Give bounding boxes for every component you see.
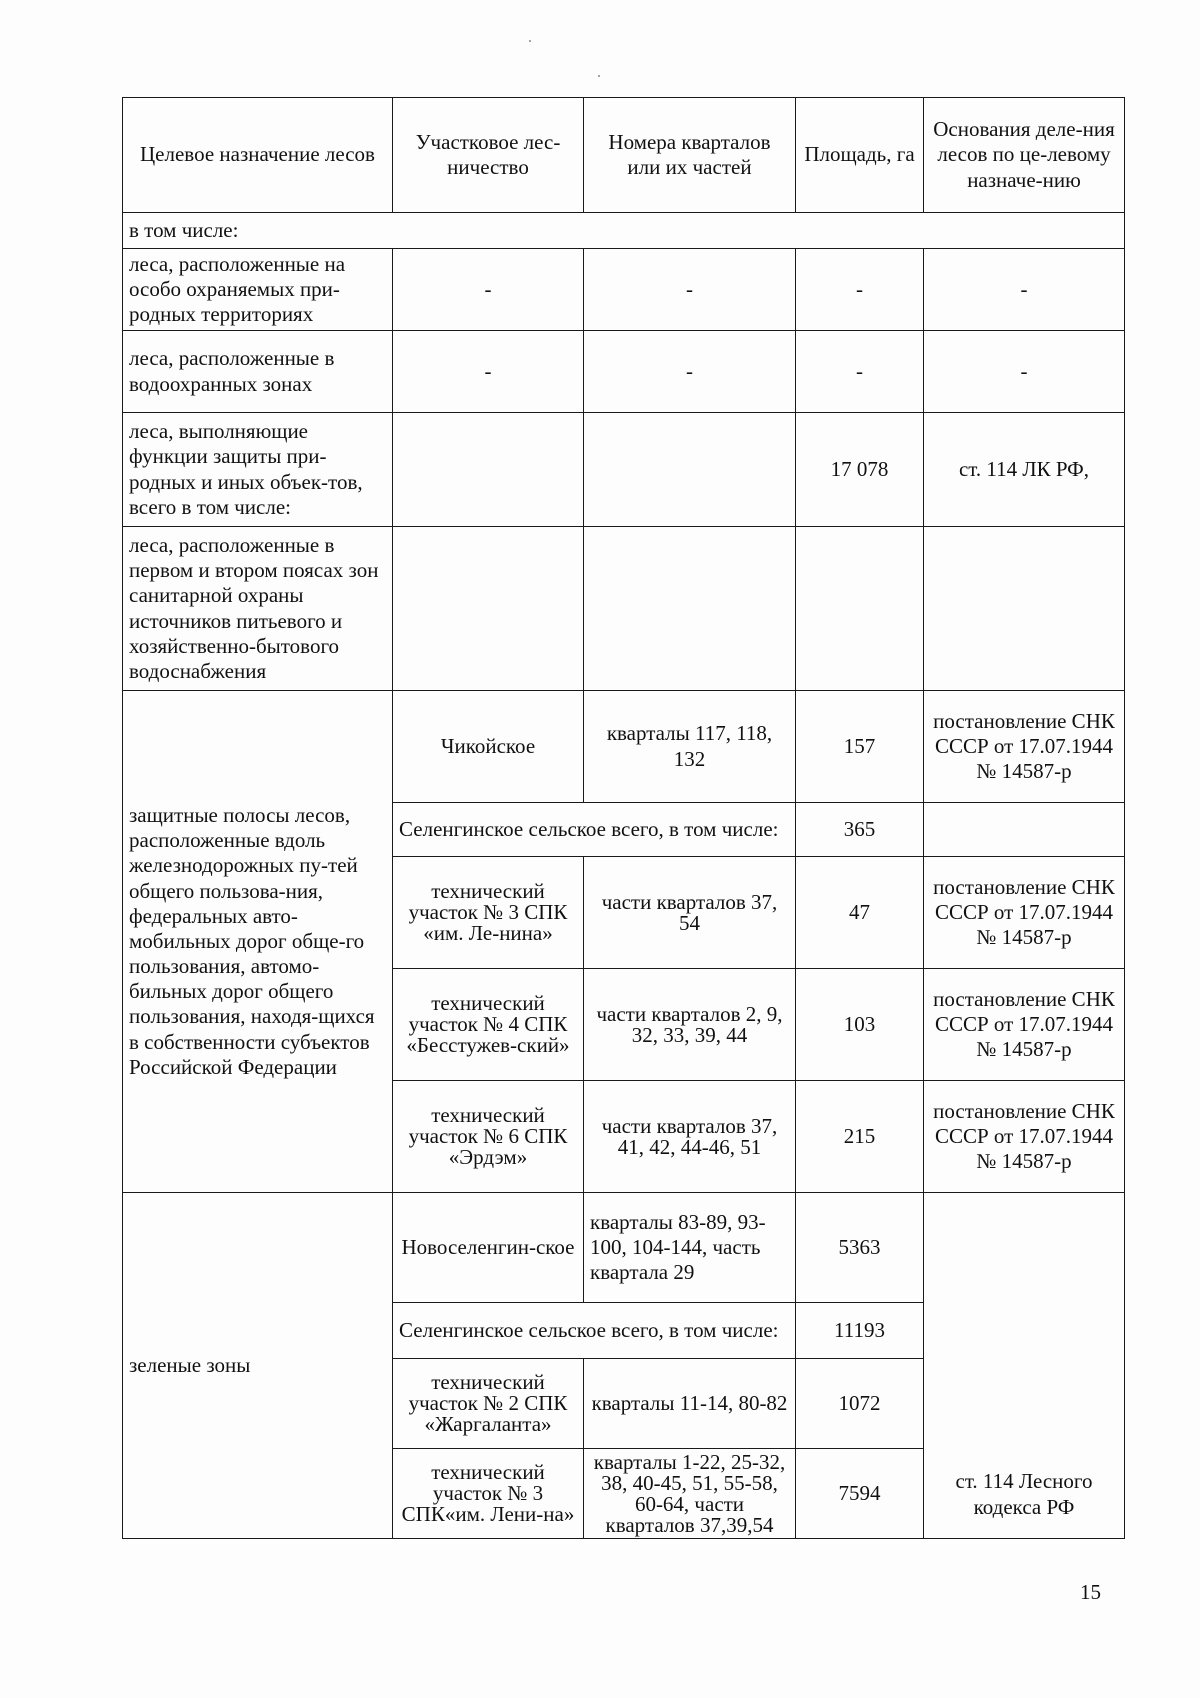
scan-speck xyxy=(598,75,600,77)
protect-area: 17 078 xyxy=(796,413,924,527)
protect-forestry xyxy=(393,413,584,527)
table-row xyxy=(123,413,1125,527)
belts-tu6-forestry: технический участок № 6 СПК «Эрдэм» xyxy=(393,1081,584,1193)
belts-tu3-area: 47 xyxy=(796,857,924,969)
sanitary-label: леса, расположенные в первом и втором поясах зон санитарной охраны источников питьевого и хозяйственно-бытового водоснабжения xyxy=(123,527,393,691)
belts-selenga-total-basis xyxy=(924,803,1125,857)
protect-quarters xyxy=(584,413,796,527)
header-area: Площадь, га xyxy=(796,98,924,213)
water-basis: - xyxy=(924,331,1125,413)
sanitary-quarters xyxy=(584,527,796,691)
green-novo-forestry: Новоселенгин-ское xyxy=(393,1193,584,1303)
belts-tu3-forestry: технический участок № 3 СПК «им. Ле-нина» xyxy=(393,857,584,969)
green-tu2-area: 1072 xyxy=(796,1359,924,1449)
sanitary-area xyxy=(796,527,924,691)
green-tu2-forestry: технический участок № 2 СПК «Жаргаланта» xyxy=(393,1359,584,1449)
forest-purpose-table xyxy=(122,97,1125,1539)
belts-label: защитные полосы лесов, расположенные вдоль железнодорожных пу-тей общего пользова-ния, федеральных авто-мобильных дорог обще-го пользования, автомо-бильных дорог общего пользования, находя-щихся в собственности субъектов Российской Федерации xyxy=(123,691,393,1193)
belts-tu4-forestry: технический участок № 4 СПК «Бесстужев-ский» xyxy=(393,969,584,1081)
protect-label: леса, выполняющие функции защиты при-родных и иных объек-тов, всего в том числе: xyxy=(123,413,393,527)
sanitary-basis xyxy=(924,527,1125,691)
green-selenga-total-label: Селенгинское сельское всего, в том числе: xyxy=(393,1303,796,1359)
table-row xyxy=(123,1193,1125,1303)
belts-tu4-area: 103 xyxy=(796,969,924,1081)
oopt-area: - xyxy=(796,249,924,331)
table-row xyxy=(123,691,1125,803)
green-novo-area: 5363 xyxy=(796,1193,924,1303)
belts-tu4-basis: постановление СНК СССР от 17.07.1944 № 14587-р xyxy=(924,969,1125,1081)
table-row xyxy=(123,331,1125,413)
oopt-basis: - xyxy=(924,249,1125,331)
sanitary-forestry xyxy=(393,527,584,691)
oopt-forestry: - xyxy=(393,249,584,331)
water-label: леса, расположенные в водоохранных зонах xyxy=(123,331,393,413)
oopt-label: леса, расположенные на особо охраняемых при-родных территориях xyxy=(123,249,393,331)
table-row xyxy=(123,527,1125,691)
belts-tu3-quarters: части кварталов 37, 54 xyxy=(584,857,796,969)
header-forestry: Участковое лес-ничество xyxy=(393,98,584,213)
chikoy-basis: постановление СНК СССР от 17.07.1944 № 14587-р xyxy=(924,691,1125,803)
page-number: 15 xyxy=(1080,1580,1101,1604)
protect-basis: ст. 114 ЛК РФ, xyxy=(924,413,1125,527)
green-tu3-area: 7594 xyxy=(796,1449,924,1539)
header-purpose: Целевое назначение лесов xyxy=(123,98,393,213)
belts-tu6-quarters: части кварталов 37, 41, 42, 44-46, 51 xyxy=(584,1081,796,1193)
chikoy-quarters: кварталы 117, 118, 132 xyxy=(584,691,796,803)
belts-tu4-quarters: части кварталов 2, 9, 32, 33, 39, 44 xyxy=(584,969,796,1081)
including-label: в том числе: xyxy=(123,213,1125,249)
chikoy-area: 157 xyxy=(796,691,924,803)
header-quarters: Номера кварталов или их частей xyxy=(584,98,796,213)
table-header-row xyxy=(123,98,1125,213)
green-tu2-quarters: кварталы 11-14, 80-82 xyxy=(584,1359,796,1449)
belts-tu6-basis: постановление СНК СССР от 17.07.1944 № 14587-р xyxy=(924,1081,1125,1193)
header-basis: Основания деле-ния лесов по це-левому назначе-нию xyxy=(924,98,1125,213)
belts-selenga-total-area: 365 xyxy=(796,803,924,857)
green-tu3-quarters: кварталы 1-22, 25-32, 38, 40-45, 51, 55-58, 60-64, части кварталов 37,39,54 xyxy=(584,1449,796,1539)
water-quarters: - xyxy=(584,331,796,413)
green-tu3-forestry: технический участок № 3 СПК«им. Лени-на» xyxy=(393,1449,584,1539)
water-area: - xyxy=(796,331,924,413)
green-basis: ст. 114 Лесного кодекса РФ xyxy=(924,1193,1125,1539)
water-forestry: - xyxy=(393,331,584,413)
scan-speck xyxy=(529,40,531,42)
table-row xyxy=(123,213,1125,249)
belts-tu6-area: 215 xyxy=(796,1081,924,1193)
oopt-quarters: - xyxy=(584,249,796,331)
belts-selenga-total-label: Селенгинское сельское всего, в том числе: xyxy=(393,803,796,857)
green-label: зеленые зоны xyxy=(123,1193,393,1539)
chikoy-forestry: Чикойское xyxy=(393,691,584,803)
belts-tu3-basis: постановление СНК СССР от 17.07.1944 № 14587-р xyxy=(924,857,1125,969)
green-selenga-total-area: 11193 xyxy=(796,1303,924,1359)
table-row xyxy=(123,249,1125,331)
green-novo-quarters: кварталы 83-89, 93-100, 104-144, часть квартала 29 xyxy=(584,1193,796,1303)
